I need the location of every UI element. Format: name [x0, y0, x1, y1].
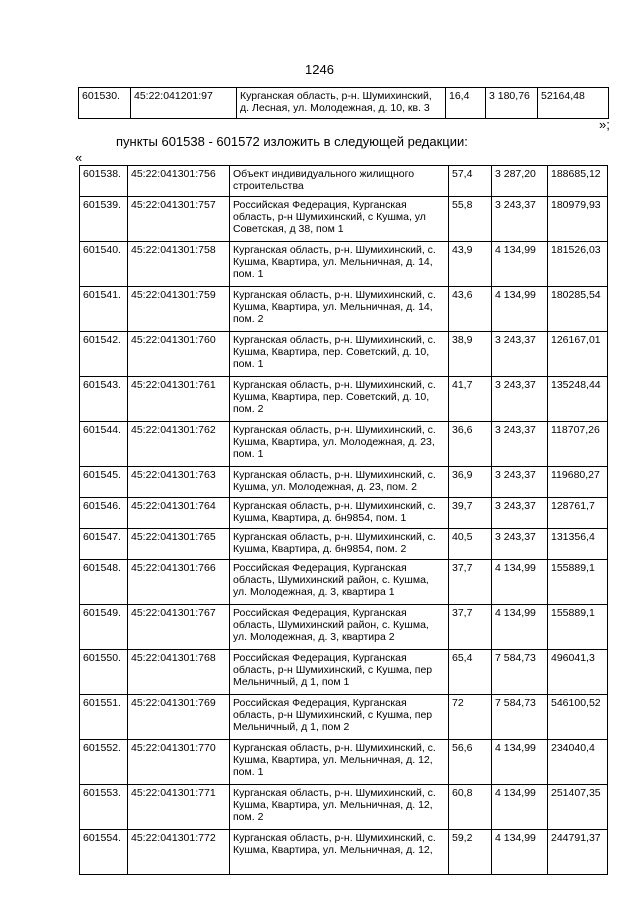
cadastral-number: 45:22:041301:759 — [128, 287, 230, 332]
cadastral-number: 45:22:041301:772 — [128, 830, 230, 875]
area: 41,7 — [449, 377, 492, 422]
row-number: 601540. — [80, 242, 128, 287]
row-number: 601541. — [80, 287, 128, 332]
cadastral-value: 180979,93 — [548, 197, 608, 242]
address: Российская Федерация, Курганская область, Шумихинский район, с. Кушма, ул. Молодежная, д. 3, квартира 2 — [230, 605, 449, 650]
specific-value: 7 584,73 — [492, 695, 548, 740]
cadastral-number: 45:22:041301:765 — [128, 529, 230, 560]
address: Курганская область, р-н. Шумихинский, с. Кушма, Квартира, ул. Мельничная, д. 12, — [230, 830, 449, 875]
cadastral-value: 234040,4 — [548, 740, 608, 785]
specific-value: 3 287,20 — [492, 166, 548, 197]
address: Курганская область, р-н. Шумихинский, с. Кушма, Квартира, пер. Советский, д. 10, пом. 1 — [230, 332, 449, 377]
row-number: 601549. — [80, 605, 128, 650]
row-number: 601548. — [80, 560, 128, 605]
cadastral-value: 180285,54 — [548, 287, 608, 332]
cadastral-number: 45:22:041301:764 — [128, 498, 230, 529]
address: Российская Федерация, Курганская область, р-н Шумихинский, с Кушма, пер Мельничный, д 1, пом 2 — [230, 695, 449, 740]
cadastral-number: 45:22:041201:97 — [131, 88, 237, 119]
cadastral-number: 45:22:041301:763 — [128, 467, 230, 498]
area: 36,9 — [449, 467, 492, 498]
area: 40,5 — [449, 529, 492, 560]
table-row — [80, 529, 608, 560]
specific-value: 4 134,99 — [492, 287, 548, 332]
cadastral-number: 45:22:041301:762 — [128, 422, 230, 467]
table-row — [80, 197, 608, 242]
address: Российская Федерация, Курганская область, р-н Шумихинский, с Кушма, ул Советская, д 38, пом 1 — [230, 197, 449, 242]
specific-value: 3 243,37 — [492, 332, 548, 377]
specific-value: 4 134,99 — [492, 242, 548, 287]
cadastral-table — [79, 165, 608, 875]
area: 37,7 — [449, 605, 492, 650]
row-number: 601554. — [80, 830, 128, 875]
row-number: 601543. — [80, 377, 128, 422]
amendment-instruction: пункты 601538 - 601572 изложить в следующей редакции: — [116, 134, 468, 149]
address: Российская Федерация, Курганская область, р-н Шумихинский, с Кушма, пер Мельничный, д 1, пом 1 — [230, 650, 449, 695]
specific-value: 7 584,73 — [492, 650, 548, 695]
specific-value: 4 134,99 — [492, 740, 548, 785]
table-row — [80, 830, 608, 875]
specific-value: 4 134,99 — [492, 785, 548, 830]
specific-value: 3 243,37 — [492, 529, 548, 560]
address: Курганская область, р-н. Шумихинский, с. Кушма, Квартира, д. бн9854, пом. 1 — [230, 498, 449, 529]
cadastral-value: 546100,52 — [548, 695, 608, 740]
cadastral-value: 131356,4 — [548, 529, 608, 560]
address: Российская Федерация, Курганская область, Шумихинский район, с. Кушма, ул. Молодежная, д. 3, квартира 1 — [230, 560, 449, 605]
cadastral-value: 119680,27 — [548, 467, 608, 498]
cadastral-value: 244791,37 — [548, 830, 608, 875]
specific-value: 3 243,37 — [492, 197, 548, 242]
area: 36,6 — [449, 422, 492, 467]
address: Курганская область, р-н. Шумихинский, с. Кушма, Квартира, д. бн9854, пом. 2 — [230, 529, 449, 560]
area: 37,7 — [449, 560, 492, 605]
table-row — [80, 498, 608, 529]
table-row — [80, 422, 608, 467]
table-row — [80, 332, 608, 377]
area: 57,4 — [449, 166, 492, 197]
specific-value: 3 243,37 — [492, 467, 548, 498]
cadastral-value: 135248,44 — [548, 377, 608, 422]
row-number: 601542. — [80, 332, 128, 377]
table-row — [80, 287, 608, 332]
opening-quote: « — [75, 150, 83, 165]
specific-value: 3 243,37 — [492, 377, 548, 422]
closing-quote: »; — [599, 117, 610, 132]
table-row — [80, 650, 608, 695]
cadastral-number: 45:22:041301:771 — [128, 785, 230, 830]
table-row — [80, 605, 608, 650]
table-row — [80, 785, 608, 830]
table-row — [80, 166, 608, 197]
row-number: 601551. — [80, 695, 128, 740]
previous-section-table — [78, 87, 609, 119]
cadastral-value: 188685,12 — [548, 166, 608, 197]
table-row — [80, 560, 608, 605]
table-row — [80, 695, 608, 740]
address: Объект индивидуального жилищного строительства — [230, 166, 449, 197]
row-number: 601544. — [80, 422, 128, 467]
table-row — [80, 740, 608, 785]
cadastral-value: 128761,7 — [548, 498, 608, 529]
cadastral-value: 126167,01 — [548, 332, 608, 377]
address: Курганская область, р-н. Шумихинский, с. Кушма, Квартира, пер. Советский, д. 10, пом. 2 — [230, 377, 449, 422]
area: 65,4 — [449, 650, 492, 695]
cadastral-value: 52164,48 — [538, 88, 609, 119]
specific-value: 4 134,99 — [492, 560, 548, 605]
area: 39,7 — [449, 498, 492, 529]
table-row — [80, 377, 608, 422]
page-number: 1246 — [305, 62, 334, 77]
address: Курганская область, р-н. Шумихинский, с. Кушма, Квартира, ул. Мельничная, д. 12, пом. 2 — [230, 785, 449, 830]
specific-value: 4 134,99 — [492, 605, 548, 650]
cadastral-number: 45:22:041301:770 — [128, 740, 230, 785]
cadastral-number: 45:22:041301:769 — [128, 695, 230, 740]
area: 38,9 — [449, 332, 492, 377]
area: 72 — [449, 695, 492, 740]
row-number: 601553. — [80, 785, 128, 830]
cadastral-number: 45:22:041301:766 — [128, 560, 230, 605]
cadastral-number: 45:22:041301:761 — [128, 377, 230, 422]
cadastral-number: 45:22:041301:767 — [128, 605, 230, 650]
row-number: 601547. — [80, 529, 128, 560]
row-number: 601530. — [79, 88, 131, 119]
cadastral-value: 251407,35 — [548, 785, 608, 830]
cadastral-value: 181526,03 — [548, 242, 608, 287]
address: Курганская область, р-н. Шумихинский, с. Кушма, Квартира, ул. Мельничная, д. 14, пом. 1 — [230, 242, 449, 287]
specific-value: 4 134,99 — [492, 830, 548, 875]
row-number: 601545. — [80, 467, 128, 498]
area: 60,8 — [449, 785, 492, 830]
area: 56,6 — [449, 740, 492, 785]
address: Курганская область, р-н. Шумихинский, с. Кушма, Квартира, ул. Мельничная, д. 12, пом. 1 — [230, 740, 449, 785]
specific-value: 3 180,76 — [486, 88, 538, 119]
table-row — [80, 467, 608, 498]
row-number: 601546. — [80, 498, 128, 529]
row-number: 601538. — [80, 166, 128, 197]
table-row — [80, 242, 608, 287]
cadastral-number: 45:22:041301:757 — [128, 197, 230, 242]
cadastral-value: 155889,1 — [548, 605, 608, 650]
area: 43,6 — [449, 287, 492, 332]
cadastral-number: 45:22:041301:760 — [128, 332, 230, 377]
cadastral-number: 45:22:041301:768 — [128, 650, 230, 695]
specific-value: 3 243,37 — [492, 498, 548, 529]
address: Курганская область, р-н. Шумихинский, с. Кушма, Квартира, ул. Мельничная, д. 14, пом. 2 — [230, 287, 449, 332]
area: 59,2 — [449, 830, 492, 875]
specific-value: 3 243,37 — [492, 422, 548, 467]
row-number: 601539. — [80, 197, 128, 242]
address: Курганская область, р-н. Шумихинский, д. Лесная, ул. Молодежная, д. 10, кв. 3 — [237, 88, 446, 119]
address: Курганская область, р-н. Шумихинский, с. Кушма, ул. Молодежная, д. 23, пом. 2 — [230, 467, 449, 498]
table-row — [79, 88, 609, 119]
cadastral-number: 45:22:041301:756 — [128, 166, 230, 197]
cadastral-number: 45:22:041301:758 — [128, 242, 230, 287]
cadastral-value: 496041,3 — [548, 650, 608, 695]
area: 16,4 — [446, 88, 486, 119]
area: 43,9 — [449, 242, 492, 287]
row-number: 601552. — [80, 740, 128, 785]
row-number: 601550. — [80, 650, 128, 695]
cadastral-value: 155889,1 — [548, 560, 608, 605]
cadastral-value: 118707,26 — [548, 422, 608, 467]
address: Курганская область, р-н. Шумихинский, с. Кушма, Квартира, ул. Молодежная, д. 23, пом. 1 — [230, 422, 449, 467]
area: 55,8 — [449, 197, 492, 242]
